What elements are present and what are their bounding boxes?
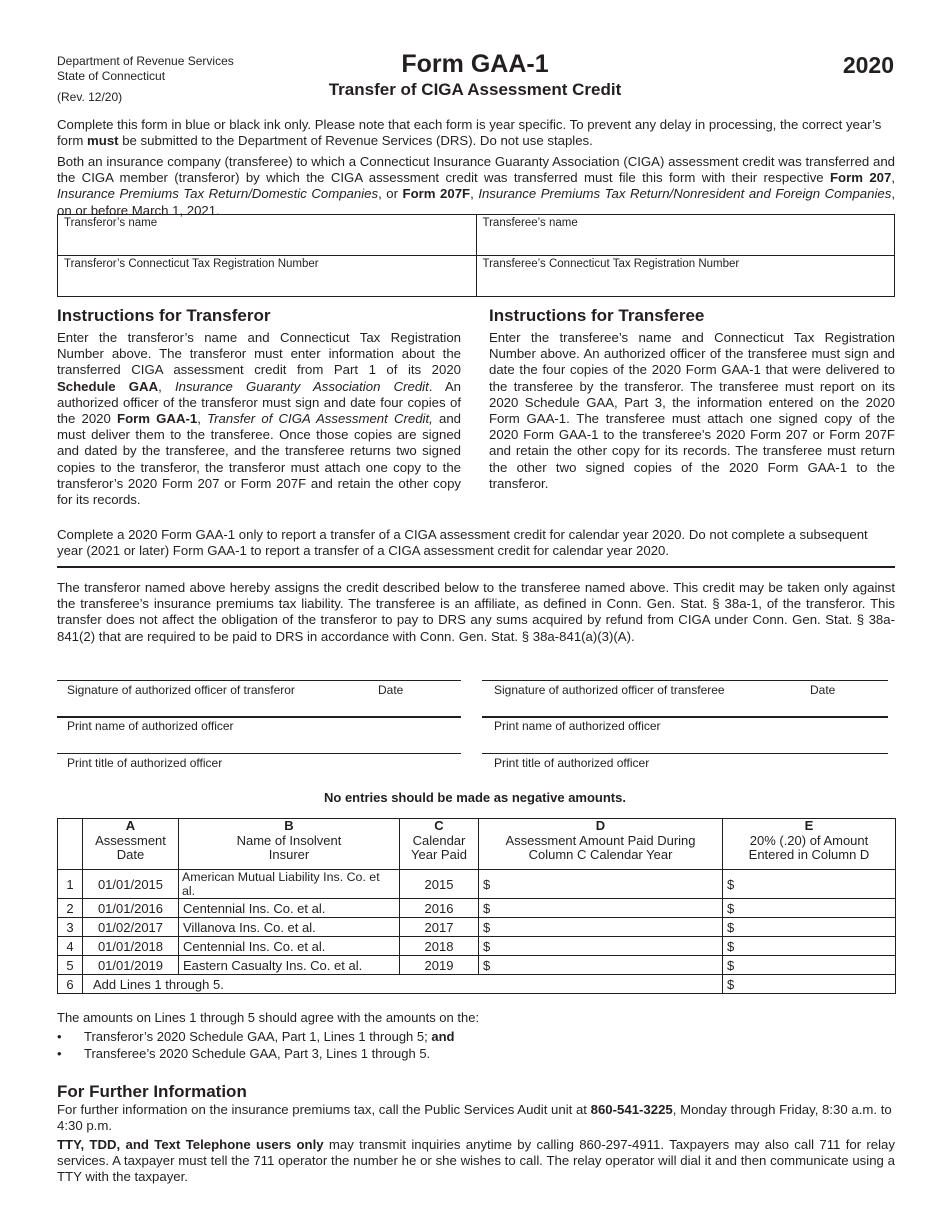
department-name: Department of Revenue Services	[57, 54, 234, 68]
revision-date: (Rev. 12/20)	[57, 90, 123, 104]
bullet-icon: •	[57, 1029, 62, 1044]
credit-amount-input[interactable]: $	[723, 956, 896, 975]
agree-intro: The amounts on Lines 1 through 5 should agree with the amounts on the:	[57, 1010, 480, 1025]
transferor-print-title-label: Print title of authorized officer	[67, 756, 223, 770]
credit-amount-input[interactable]: $	[723, 918, 896, 937]
transferor-instructions-heading: Instructions for Transferor	[57, 306, 271, 325]
insurer-name: American Mutual Liability Ins. Co. et al.	[179, 870, 400, 899]
amount-paid-input[interactable]: $	[479, 937, 723, 956]
insurer-name: Centennial Ins. Co. et al.	[179, 937, 400, 956]
transferor-name-field[interactable]: Transferor’s name	[58, 215, 477, 256]
table-row	[58, 956, 896, 975]
line-number: 4	[58, 937, 83, 956]
line-number: 5	[58, 956, 83, 975]
transferee-print-title-label: Print title of authorized officer	[494, 756, 650, 770]
transferee-print-title-line[interactable]	[482, 753, 888, 770]
year-paid: 2017	[400, 918, 479, 937]
total-label: Add Lines 1 through 5.	[83, 975, 723, 994]
column-a-header: A Assessment Date	[83, 819, 179, 870]
transferor-instructions-text: Enter the transferor’s name and Connecticut Tax Registration Number above. The transferor must enter information about the transferred CIGA assessment credit from Part 1 of its 2020 Schedule GAA, Insurance Guaranty Association Credit. An authorized officer of the transferor must sign and date four copies of the 2020 Form GAA-1, Transfer of CIGA Assessment Credit, and must deliver them to the transferee. Once those copies are signed and dated by the transferee, and the transferee returns two signed copies to the transferor, the transferor must attach one copy to the transferor’s 2020 Form 207 or Form 207F and retain the other copy for its records.	[57, 330, 462, 508]
column-c-header: C Calendar Year Paid	[400, 819, 479, 870]
transferor-date-label: Date	[378, 683, 404, 697]
transferee-date-label: Date	[810, 683, 836, 697]
negative-amounts-note: No entries should be made as negative amounts.	[324, 790, 626, 805]
total-credit-input[interactable]: $	[723, 975, 896, 994]
intro-paragraph-1: Complete this form in blue or black ink only. Please note that each form is year specific. To prevent any delay in processing, the correct year’s form must be submitted to the Department of Revenue Services (DRS). Do not use staples.	[57, 117, 882, 149]
line-number: 2	[58, 899, 83, 918]
credit-amount-input[interactable]: $	[723, 870, 896, 899]
table-row	[58, 937, 896, 956]
insurer-name: Centennial Ins. Co. et al.	[179, 899, 400, 918]
tty-info-text: TTY, TDD, and Text Telephone users only may transmit inquiries anytime by calling 860-297-4911. Taxpayers may also call 711 for relay services. A taxpayer must tell the 711 operator the number he or she wishes to call. The relay operator will dial it and then communicate using a TTY with the taxpayer.	[57, 1137, 895, 1185]
assessment-date: 01/01/2016	[83, 899, 179, 918]
intro-paragraph-2: Both an insurance company (transferee) to which a Connecticut Insurance Guaranty Association (CIGA) assessment credit was transferred and the CIGA member (transferor) by which the CIGA assessment credit was transferred must file this form with their respective Form 207, Insurance Premiums Tax Return/Domestic Companies, or Form 207F, Insurance Premiums Tax Return/Nonresident and Foreign Companies, on or before March 1, 2021.	[57, 154, 895, 218]
assessment-date: 01/01/2015	[83, 870, 179, 899]
year-paid: 2015	[400, 870, 479, 899]
transferor-print-name-line[interactable]	[57, 716, 461, 733]
transferor-registration-field[interactable]: Transferor’s Connecticut Tax Registration Number	[58, 256, 477, 297]
credit-table	[57, 818, 896, 994]
amount-paid-input[interactable]: $	[479, 899, 723, 918]
year-paid: 2018	[400, 937, 479, 956]
column-b-header: B Name of Insolvent Insurer	[179, 819, 400, 870]
bullet-icon: •	[57, 1046, 62, 1061]
transferor-signature-label: Signature of authorized officer of transferor	[67, 683, 295, 697]
transferor-signature-line[interactable]	[57, 680, 461, 697]
column-d-header: D Assessment Amount Paid During Column C Calendar Year	[479, 819, 723, 870]
line-number-header	[58, 819, 83, 870]
amount-paid-input[interactable]: $	[479, 956, 723, 975]
table-total-row	[58, 975, 896, 994]
assessment-date: 01/02/2017	[83, 918, 179, 937]
insurer-name: Villanova Ins. Co. et al.	[179, 918, 400, 937]
transferee-instructions-text: Enter the transferee’s name and Connecticut Tax Registration Number above. An authorized officer of the transferee must sign and date the four copies of the 2020 Form GAA-1 that were delivered to the transferee by the transferor. The transferee must report on its 2020 Schedule GAA, Part 3, the information entered on the 2020 Form GAA-1. The transferee must attach one signed copy of the 2020 Form GAA-1 to the transferee’s 2020 Form 207 or Form 207F and retain the other copy for its records. The transferee must return the other two signed copies of the 2020 Form GAA-1 to the transferor.	[489, 330, 895, 491]
agree-item-2: Transferee’s 2020 Schedule GAA, Part 3, Lines 1 through 5.	[84, 1046, 431, 1061]
table-row	[58, 899, 896, 918]
assignment-statement: The transferor named above hereby assigns the credit described below to the transferee named above. This credit may be taken only against the transferee’s insurance premiums tax liability. The transferee is an affiliate, as defined in Conn. Gen. Stat. § 38a-1, of the transferor. This transfer does not affect the obligation of the transferor to pay to DRS any sums acquired by refund from CIGA under Conn. Gen. Stat. § 38a-841(2) that are required to be paid to DRS in accordance with Conn. Gen. Stat. § 38a-841(a)(3)(A).	[57, 580, 895, 644]
section-divider	[57, 566, 895, 568]
transferor-print-title-line[interactable]	[57, 753, 461, 770]
line-number: 6	[58, 975, 83, 994]
transferee-instructions-heading: Instructions for Transferee	[489, 306, 705, 325]
year-notice: Complete a 2020 Form GAA-1 only to report a transfer of a CIGA assessment credit for calendar year 2020. Do not complete a subsequent year (2021 or later) Form GAA-1 to report a transfer of a CIGA assessment credit for calendar year 2020.	[57, 527, 868, 559]
tax-year: 2020	[842, 52, 894, 78]
transferee-print-name-line[interactable]	[482, 716, 888, 733]
form-subtitle: Transfer of CIGA Assessment Credit	[328, 80, 622, 99]
year-paid: 2019	[400, 956, 479, 975]
amount-paid-input[interactable]: $	[479, 918, 723, 937]
party-info-table	[57, 214, 895, 297]
form-title: Form GAA-1	[401, 50, 549, 78]
assessment-date: 01/01/2018	[83, 937, 179, 956]
insurer-name: Eastern Casualty Ins. Co. et al.	[179, 956, 400, 975]
credit-amount-input[interactable]: $	[723, 937, 896, 956]
transferee-name-field[interactable]: Transferee’s name	[476, 215, 895, 256]
table-row	[58, 870, 896, 899]
agree-item-1: Transferor’s 2020 Schedule GAA, Part 1, Lines 1 through 5; and	[84, 1029, 455, 1044]
line-number: 1	[58, 870, 83, 899]
year-paid: 2016	[400, 899, 479, 918]
transferor-print-name-label: Print name of authorized officer	[67, 719, 234, 733]
further-info-heading: For Further Information	[57, 1082, 247, 1101]
column-e-header: E 20% (.20) of Amount Entered in Column D	[723, 819, 896, 870]
transferee-signature-line[interactable]	[482, 680, 888, 697]
credit-amount-input[interactable]: $	[723, 899, 896, 918]
assessment-date: 01/01/2019	[83, 956, 179, 975]
further-info-text: For further information on the insurance premiums tax, call the Public Services Audit unit at 860-541-3225, Monday through Friday, 8:30 a.m. to 4:30 p.m.	[57, 1102, 892, 1134]
table-row	[58, 918, 896, 937]
amount-paid-input[interactable]: $	[479, 870, 723, 899]
transferee-registration-field[interactable]: Transferee’s Connecticut Tax Registration Number	[476, 256, 895, 297]
state-name: State of Connecticut	[57, 69, 166, 83]
transferee-signature-label: Signature of authorized officer of transferee	[494, 683, 725, 697]
transferee-print-name-label: Print name of authorized officer	[494, 719, 661, 733]
line-number: 3	[58, 918, 83, 937]
table-header-row	[58, 819, 896, 870]
